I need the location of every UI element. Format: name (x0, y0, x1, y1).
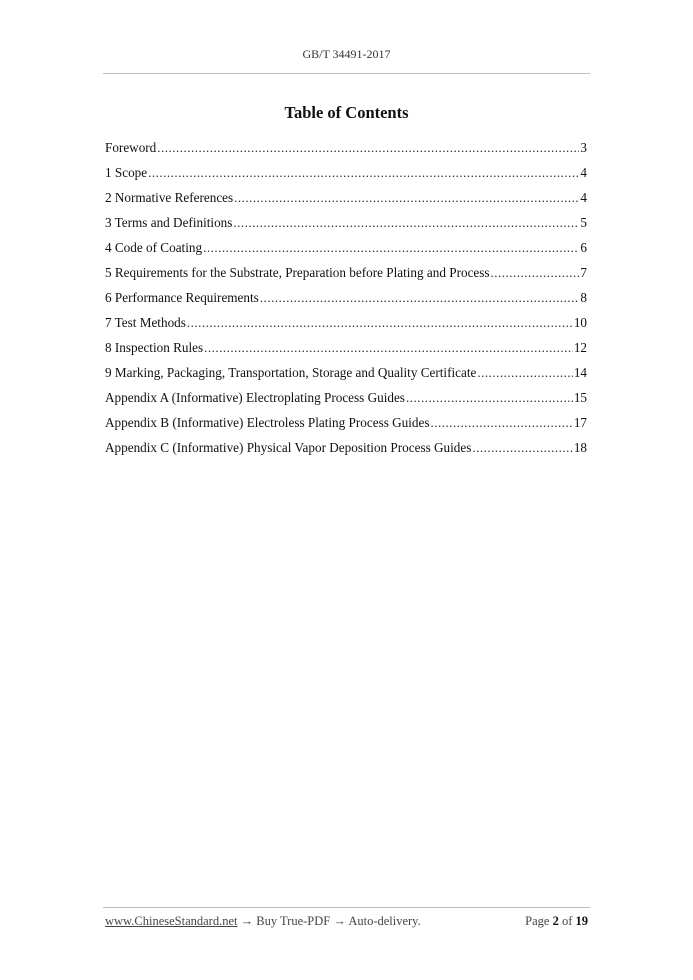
dot-leader (233, 213, 579, 233)
delivery-text: Auto-delivery. (348, 914, 421, 928)
website-link[interactable]: www.ChineseStandard.net (105, 914, 238, 928)
toc-entry-label: 1 Scope (105, 165, 148, 180)
dot-leader (472, 438, 572, 458)
of-label: of (561, 914, 573, 928)
toc-entry-page: 4 (580, 190, 587, 205)
toc-entry[interactable] (105, 238, 587, 263)
toc-entry[interactable] (105, 413, 587, 438)
toc-entry-page: 7 (580, 265, 587, 280)
dot-leader (204, 338, 573, 358)
toc-entry-label: 8 Inspection Rules (105, 340, 204, 355)
toc-entry-label: Foreword (105, 140, 157, 155)
toc-entry[interactable] (105, 313, 587, 338)
toc-entry-label: 9 Marking, Packaging, Transportation, Storage and Quality Certificate (105, 365, 477, 380)
dot-leader (406, 388, 573, 408)
dot-leader (187, 313, 573, 333)
dot-leader (234, 188, 579, 208)
dot-leader (260, 288, 580, 308)
dot-leader (157, 138, 579, 158)
arrow-icon: → (333, 914, 346, 928)
toc-entry[interactable] (105, 163, 587, 188)
dot-leader (203, 238, 579, 258)
toc-entry-page: 10 (573, 315, 587, 330)
toc-entry-page: 4 (580, 165, 587, 180)
toc-entry-page: 6 (580, 240, 587, 255)
toc-entry[interactable] (105, 138, 587, 163)
header-divider (103, 73, 590, 74)
toc-entry-label: 5 Requirements for the Substrate, Preparation before Plating and Process (105, 265, 490, 280)
toc-entry-page: 15 (573, 390, 587, 405)
current-page-number: 2 (552, 914, 559, 928)
toc-entry[interactable] (105, 388, 587, 413)
toc-entry[interactable] (105, 188, 587, 213)
toc-entry[interactable] (105, 338, 587, 363)
toc-entry-label: 6 Performance Requirements (105, 290, 259, 305)
toc-entry-label: 3 Terms and Definitions (105, 215, 233, 230)
toc-title: Table of Contents (284, 103, 409, 122)
document-id: GB/T 34491-2017 (302, 47, 391, 61)
toc-entry-label: 4 Code of Coating (105, 240, 203, 255)
toc-entry-label: 2 Normative References (105, 190, 234, 205)
page-indicator (525, 914, 588, 929)
toc-entry-page: 5 (580, 215, 587, 230)
toc-entry[interactable] (105, 263, 587, 288)
toc-entry-label: Appendix B (Informative) Electroless Plating Process Guides (105, 415, 430, 430)
toc-entry-page: 18 (573, 440, 587, 455)
table-of-contents (105, 138, 587, 463)
toc-entry-page: 14 (573, 365, 587, 380)
buy-pdf-text: Buy True-PDF (256, 914, 331, 928)
dot-leader (491, 263, 580, 283)
toc-entry-page: 3 (580, 140, 587, 155)
toc-entry-label: Appendix A (Informative) Electroplating Process Guides (105, 390, 405, 405)
page-label: Page (525, 914, 550, 928)
toc-entry-page: 12 (573, 340, 587, 355)
footer-divider (103, 907, 590, 908)
toc-entry-page: 17 (573, 415, 587, 430)
toc-entry-page: 8 (580, 290, 587, 305)
dot-leader (148, 163, 579, 183)
toc-entry-label: 7 Test Methods (105, 315, 186, 330)
dot-leader (431, 413, 573, 433)
arrow-icon: → (240, 914, 254, 928)
toc-entry-label: Appendix C (Informative) Physical Vapor Deposition Process Guides (105, 440, 472, 455)
page-footer (105, 914, 588, 929)
total-page-count: 19 (575, 914, 588, 928)
toc-entry[interactable] (105, 213, 587, 238)
dot-leader (477, 363, 572, 383)
toc-entry[interactable] (105, 288, 587, 313)
toc-entry[interactable] (105, 363, 587, 388)
toc-entry[interactable] (105, 438, 587, 463)
footer-promo (105, 914, 421, 929)
